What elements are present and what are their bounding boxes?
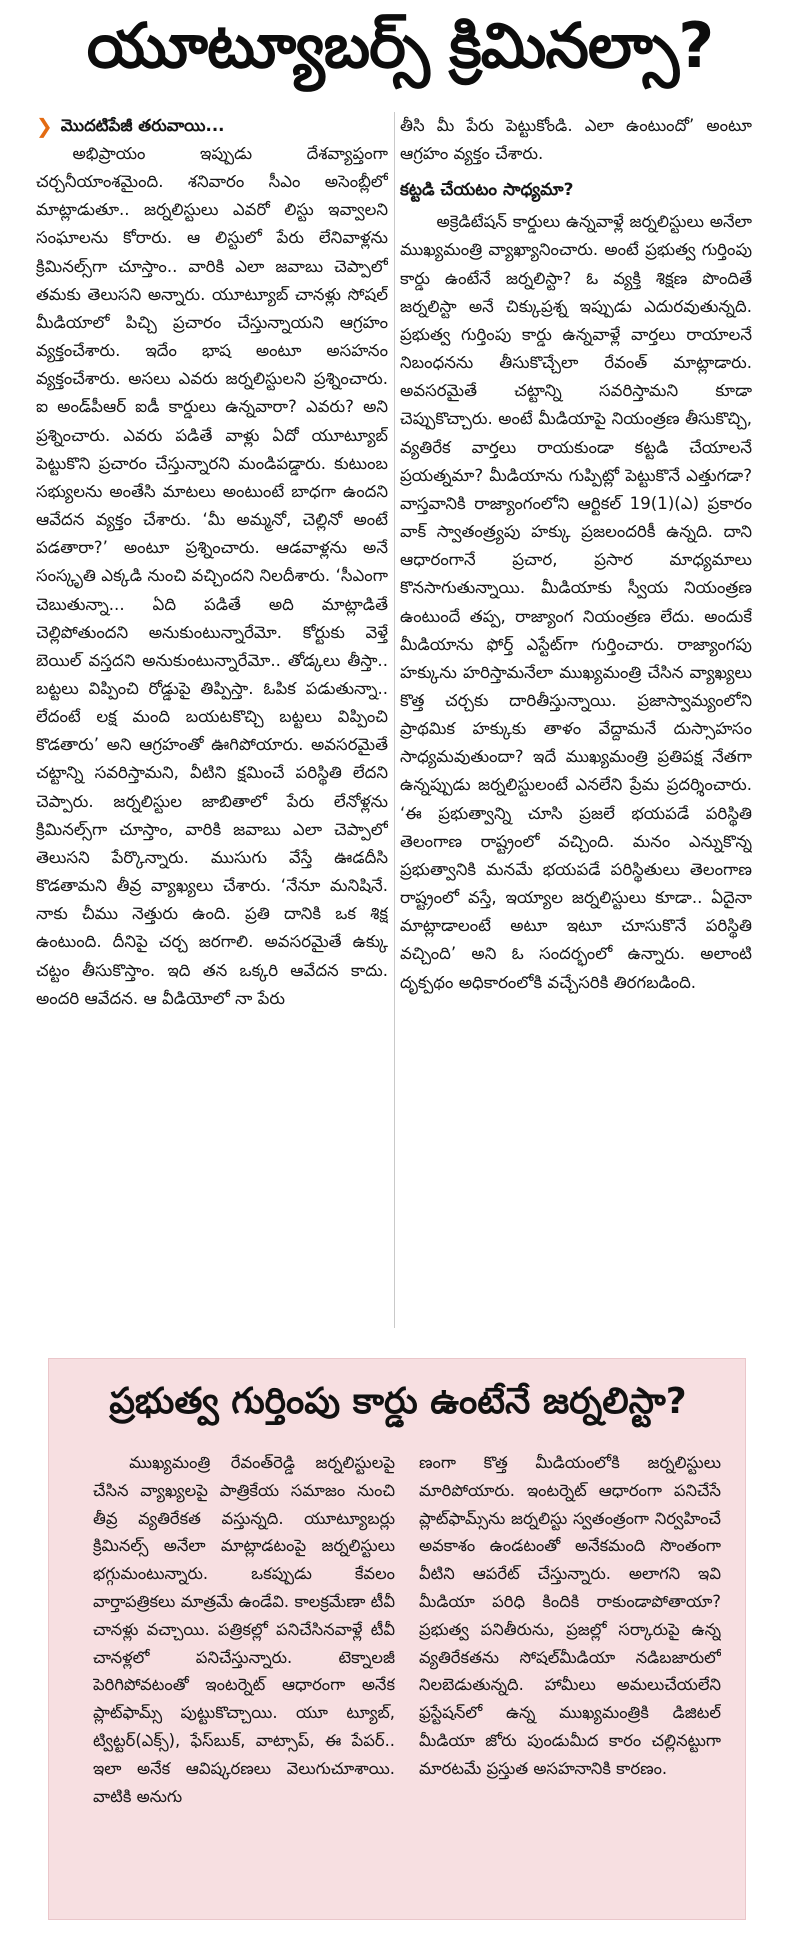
sidebar-box-title: ప్రభుత్వ గుర్తింపు కార్డు ఉంటేనే జర్నలిస్టా? [109, 1381, 687, 1422]
article-paragraph: అక్రెడిటేషన్ కార్డులు ఉన్నవాళ్లే జర్నలిస్టులు అనేలా ముఖ్యమంత్రి వ్యాఖ్యానించారు. అంటే ప్రభుత్వ గుర్తింపు కార్డు ఉంటేనే జర్నలిస్టా? ఓ వ్యక్తి శిక్షణ పొందితే జర్నలిస్టా అనే చిక్కుప్రశ్న ఇప్పుడు ఎదురవుతున్నది. ప్రభుత్వ గుర్తింపు కార్డు ఉన్నవాళ్లే వార్తలు రాయాలనే నిబంధనను తీసుకొచ్చేలా రేవంత్ మాట్లాడారు. అవసరమైతే చట్టాన్ని సవరిస్తామని కూడా చెప్పుకొచ్చారు. అంటే మీడియాపై నియంత్రణ తీసుకొచ్చి, వ్యతిరేక వార్తలు రాయకుండా కట్టడి చేయాలనే ప్రయత్నమా? మీడియాను గుప్పిట్లో పెట్టుకొనే ఎత్తుగడా? వాస్తవానికి రాజ్యాంగంలోని ఆర్టికల్ 19(1)(ఎ) ప్రకారం వాక్ స్వాతంత్ర్యపు హక్కు ప్రజలందరికీ ఉన్నది. దాని ఆధారంగానే ప్రచార, ప్రసార మాధ్యమాలు కొనసాగుతున్నాయి. మీడియాకు స్వీయ నియంత్రణ ఉంటుందే తప్ప, రాజ్యాంగ నియంత్రణ లేదు. అందుకే మీడియాను ఫోర్త్ ఎస్టేట్‌గా గుర్తించారు. రాజ్యాంగపు హక్కును హరిస్తామనేలా ముఖ్యమంత్రి చేసిన వ్యాఖ్యలు కొత్త చర్చకు దారితీస్తున్నాయి. ప్రజాస్వామ్యంలోని ప్రాథమిక హక్కుకు తాళం వేద్దామనే దుస్సాహసం సాధ్యమవుతుందా? ఇదే ముఖ్యమంత్రి ప్రతిపక్ష నేతగా ఉన్నప్పుడు జర్నలిస్టులంటే ఎనలేని ప్రేమ ప్రదర్శించారు. ‘ఈ ప్రభుత్వాన్ని చూసి ప్రజలే భయపడే పరిస్థితి తెలంగాణ రాష్ట్రంలో వచ్చింది. మనం ఎన్నుకొన్న ప్రభుత్వానికి మనమే భయపడే పరిస్థితులు తెలంగాణ రాష్ట్రంలో వస్తే, ఇయ్యాల జర్నలిస్టులు కూడా.. ఏదైనా మాట్లాడాలంటే అటూ ఇటూ చూసుకొనే పరిస్థితి వచ్చింది’ అని ఓ సందర్భంలో ఉన్నారు. అలాంటి దృక్పథం అధికారంలోకి వచ్చేసరికి తిరగబడింది. [400, 212, 752, 992]
page-headline: యూట్యూబర్స్ క్రిమినల్సా? [86, 9, 714, 82]
chevron-right-icon: ❯ [36, 114, 53, 138]
sidebar-box-paragraph-continued: ణంగా కొత్త మీడియంలోకి జర్నలిస్టులు మారిపోయారు. ఇంటర్నెట్ ఆధారంగా పనిచేసే ప్లాట్‌ఫామ్స్‌ను జర్నలిస్టు స్వతంత్రంగా నిర్వహించే అవకాశం ఉండటంతో అనేకమంది సొంతంగా వీటిని ఆపరేట్ చేస్తున్నారు. అలాగని ఇవి మీడియా పరిధి కిందికి రాకుండాపోతాయా? ప్రభుత్వ పనితీరును, ప్రజల్లో సర్కారుపై ఉన్న వ్యతిరేకతను సోషల్‌మీడియా నడిబజారులో నిలబెడుతున్నది. హామీలు అమలుచేయలేని ఫ్రస్టేషన్‌లో ఉన్న ముఖ్యమంత్రికి డిజిటల్ మీడియా జోరు పుండుమీద కారం చల్లినట్టుగా మారటమే ప్రస్తుత అసహనానికి కారణం. [419, 1453, 721, 1778]
sidebar-box-column-right [419, 1449, 721, 1909]
jump-label: మొదటిపేజీ తరువాయి... [60, 115, 225, 135]
article-column-right [400, 112, 752, 1344]
sidebar-box-column-left [93, 1449, 395, 1909]
article-column-left [36, 112, 388, 1344]
sidebar-box [48, 1358, 746, 1920]
article-paragraph-continued: తీసి మీ పేరు పెట్టుకోండి. ఎలా ఉంటుందో’ అంటూ ఆగ్రహం వ్యక్తం చేశారు. [400, 116, 752, 164]
column-divider [394, 112, 395, 1328]
section-subheading: కట్టడి చేయటం సాధ్యమా? [400, 180, 574, 201]
continued-from-front-page [36, 112, 388, 140]
sidebar-box-paragraph: ముఖ్యమంత్రి రేవంత్‌రెడ్డి జర్నలిస్టులపై చేసిన వ్యాఖ్యలపై పాత్రికేయ సమాజం నుంచి తీవ్ర వ్యతిరేకత వస్తున్నది. యూట్యూబర్లు క్రిమినల్స్ అనేలా మాట్లాడటంపై జర్నలిస్టులు భగ్గుమంటున్నారు. ఒకప్పుడు కేవలం వార్తాపత్రికలు మాత్రమే ఉండేవి. కాలక్రమేణా టీవీ చానళ్లు వచ్చాయి. పత్రికల్లో పనిచేసినవాళ్లే టీవీ చానళ్లలో పనిచేస్తున్నారు. టెక్నాలజీ పెరిగిపోవటంతో ఇంటర్నెట్ ఆధారంగా అనేక ప్లాట్‌ఫామ్స్ పుట్టుకొచ్చాయి. యూ ట్యూబ్, ట్విట్టర్(ఎక్స్), ఫేస్‌బుక్, వాట్సాప్, ఈ పేపర్.. ఇలా అనేక ఆవిష్కరణలు వెలుగుచూశాయి. వాటికి అనుగు [93, 1453, 395, 1806]
article-paragraph: అభిప్రాయం ఇప్పుడు దేశవ్యాప్తంగా చర్చనీయాంశమైంది. శనివారం సీఎం అసెంబ్లీలో మాట్లాడుతూ.. జర్నలిస్టులు ఎవరో లిస్టు ఇవ్వాలని సంఘాలను కోరారు. ఆ లిస్టులో పేరు లేనివాళ్లను క్రిమినల్స్‌గా చూస్తాం.. వారికి ఎలా జవాబు చెప్పాలో తమకు తెలుసని అన్నారు. యూట్యూబ్ చానళ్లు సోషల్ మీడియాలో పిచ్చి ప్రచారం చేస్తున్నాయని ఆగ్రహం వ్యక్తంచేశారు. ఇదేం భాష అంటూ అసహనం వ్యక్తంచేశారు. అసలు ఎవరు జర్నలిస్టులని ప్రశ్నించారు. ఐ అండ్‌పీఆర్ ఐడీ కార్డులు ఉన్నవారా? ఎవరు? అని ప్రశ్నించారు. ఎవరు పడితే వాళ్లు ఏదో యూట్యూబ్ పెట్టుకొని ప్రచారం చేస్తున్నారని మండిపడ్డారు. కుటుంబ సభ్యులను అంతేసి మాటలు అంటుంటే బాధగా ఉందని ఆవేదన వ్యక్తం చేశారు. ‘మీ అమ్మనో, చెల్లినో అంటే పడతారా?’ అంటూ ప్రశ్నించారు. ఆడవాళ్లను అనే సంస్కృతి ఎక్కడి నుంచి వచ్చిందని నిలదీశారు. ‘సీఎంగా చెబుతున్నా... ఏది పడితే అది మాట్లాడితే చెల్లిపోతుందని అనుకుంటున్నారేమో. కోర్టుకు వెళ్తే బెయిల్ వస్తదని అనుకుంటున్నారేమో.. తోడ్కలు తీస్తా.. బట్టలు విప్పించి రోడ్డుపై తిప్పిస్తా. ఓపిక పడుతున్నా.. లేదంటే లక్ష మంది బయటకొచ్చి బట్టలు విప్పించి కొడతారు’ అని ఆగ్రహంతో ఊగిపోయారు. అవసరమైతే చట్టాన్ని సవరిస్తామని, వీటిని క్షమించే పరిస్థితి లేదని చెప్పారు. జర్నలిస్టుల జాబితాలో పేరు లేనోళ్లను క్రిమినల్స్‌గా చూస్తాం, వారికి జవాబు ఎలా చెప్పాలో తెలుసని పేర్కొన్నారు. ముసుగు వేస్తే ఊడదీసి కొడతామని తీవ్ర వ్యాఖ్యలు చేశారు. ‘నేనూ మనిషినే. నాకు చీము నెత్తురు ఉంది. ప్రతి దానికి ఒక శిక్ష ఉంటుంది. దీనిపై చర్చ జరగాలి. అవసరమైతే ఉక్కు చట్టం తీసుకొస్తాం. ఇది తన ఒక్కరి ఆవేదన కాదు. అందరి ఆవేదన. ఆ వీడియోలో నా పేరు [36, 144, 388, 1008]
